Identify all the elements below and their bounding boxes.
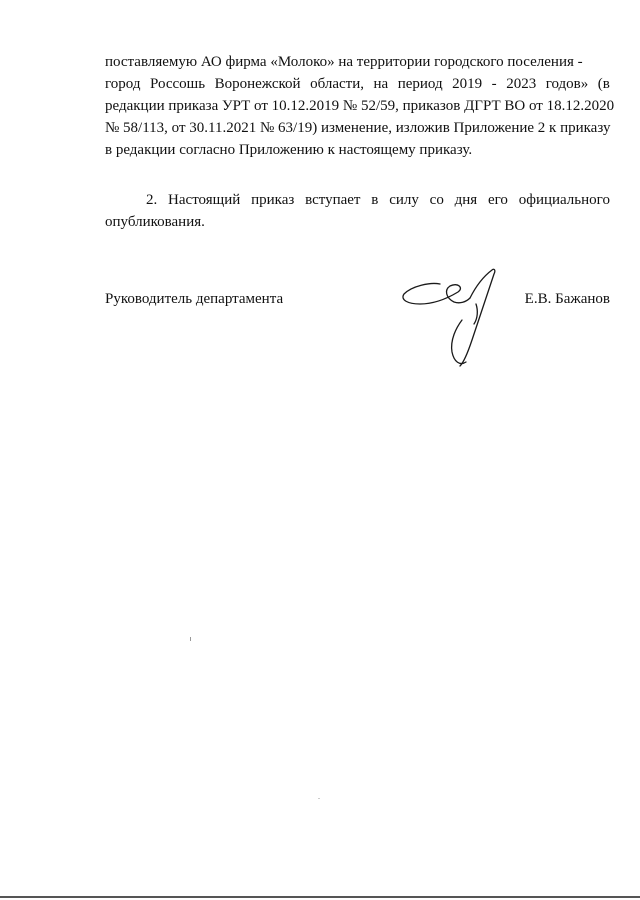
paragraph-1-line-2-word: (в (597, 76, 610, 92)
paragraph-2-line-1-word: в (371, 192, 379, 208)
paragraph-2-line-2: опубликования. (105, 214, 205, 230)
paragraph-1 (105, 51, 615, 161)
paragraph-1-line-5: в редакции согласно Приложению к настоящему приказу. (105, 142, 473, 158)
paragraph-2 (105, 189, 610, 233)
paragraph-1-line-2-word: - (491, 76, 497, 92)
scan-speck (190, 637, 191, 641)
paragraph-2-line-1-word: 2. (146, 192, 158, 208)
paragraph-1-line-2-word: Россошь (150, 76, 206, 92)
paragraph-1-line-1 (105, 51, 610, 73)
paragraph-1-line-2-word: области, (310, 76, 364, 92)
paragraph-2-line-1-word: его (487, 192, 508, 208)
paragraph-1-line-3: редакции приказа УРТ от 10.12.2019 № 52/59, приказов ДГРТ ВО от 18.12.2020 (105, 98, 615, 114)
paragraph-2-line-1-word: приказ (251, 192, 295, 208)
scan-speck (318, 798, 320, 799)
paragraph-1-line-2-word: период (397, 76, 443, 92)
paragraph-2-line-1-word: Настоящий (168, 192, 241, 208)
paragraph-1-line-1-text: поставляемую АО фирма «Молоко» на территории городского поселения - (105, 54, 583, 70)
page-bottom-edge (0, 896, 640, 898)
paragraph-2-line-1-word: со (429, 192, 444, 208)
paragraph-1-line-2-word: на (373, 76, 389, 92)
paragraph-2-line-1-word: официального (518, 192, 610, 208)
paragraph-1-line-4: № 58/113, от 30.11.2021 № 63/19) изменение, изложив Приложение 2 к приказу (105, 120, 611, 136)
signatory-position: Руководитель департамента (105, 291, 284, 307)
signatory-name: Е.В. Бажанов (524, 291, 610, 307)
paragraph-2-line-1-word: силу (389, 192, 419, 208)
paragraph-2-line-1-word: вступает (305, 192, 361, 208)
paragraph-1-line-2-word: 2019 (452, 76, 483, 92)
paragraph-1-line-2-word: Воронежской (214, 76, 301, 92)
paragraph-1-line-2-word: 2023 (506, 76, 537, 92)
paragraph-1-line-2 (105, 73, 610, 95)
paragraph-2-line-1-word: дня (454, 192, 478, 208)
paragraph-1-line-2-word: годов» (545, 76, 589, 92)
handwritten-signature (400, 262, 510, 372)
paragraph-2-line-1 (105, 189, 610, 211)
paragraph-1-line-2-word: город (105, 76, 141, 92)
